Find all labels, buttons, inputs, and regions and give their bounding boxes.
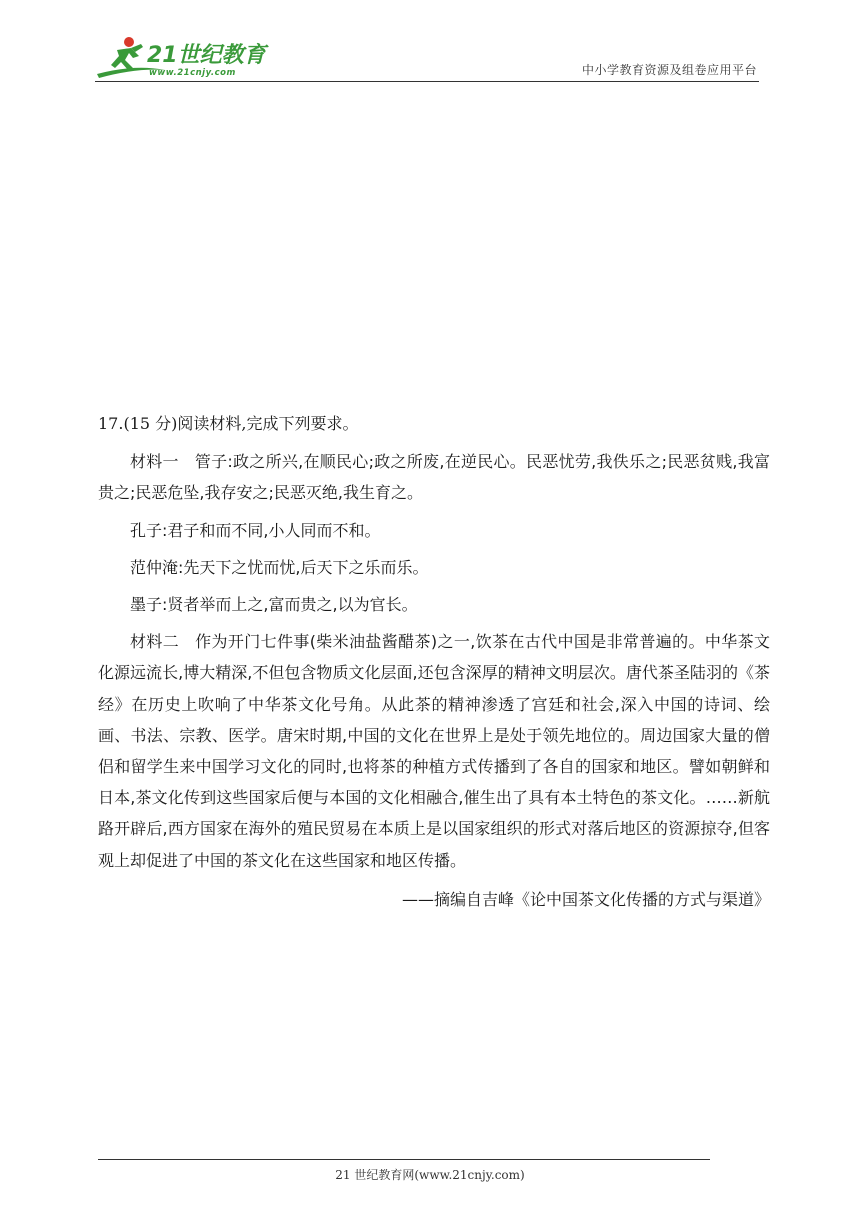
material-two-label: 材料二	[130, 632, 180, 652]
material-two	[98, 626, 770, 876]
fan-zhongyan-quote: 范仲淹:先天下之忧而忧,后天下之乐而乐。	[130, 557, 429, 577]
runner-logo-icon	[95, 34, 295, 80]
material-one-text: 管子:政之所兴,在顺民心;政之所废,在逆民心。民恶忧劳,我佚乐之;民恶贫贱,我富贵之;民恶危坠,我存安之;民恶灭绝,我生育之。	[98, 452, 770, 503]
mozi-quote: 墨子:贤者举而上之,富而贵之,以为官长。	[130, 595, 418, 615]
site-logo[interactable]	[95, 34, 295, 80]
footer-text[interactable]: 21 世纪教育网(www.21cnjy.com)	[335, 1168, 525, 1182]
question-title: 17.(15 分)阅读材料,完成下列要求。	[98, 414, 359, 433]
question-content	[98, 408, 770, 915]
logo-url: www.21cnjy.com	[149, 68, 236, 78]
material-one	[98, 446, 770, 508]
footer-divider	[98, 1159, 710, 1160]
material-source: ——摘编自吉峰《论中国茶文化传播的方式与渠道》	[401, 889, 770, 909]
header-slogan: 中小学教育资源及组卷应用平台	[581, 63, 757, 77]
confucius-quote: 孔子:君子和而不同,小人同而不和。	[130, 520, 381, 540]
logo-title: 21世纪教育	[147, 43, 266, 68]
header-divider	[95, 81, 759, 82]
material-one-label: 材料一	[130, 452, 179, 472]
material-two-text: 作为开门七件事(柴米油盐酱醋茶)之一,饮茶在古代中国是非常普遍的。中华茶文化源远流长,博大精深,不但包含物质文化层面,还包含深厚的精神文明层次。唐代茶圣陆羽的《茶经》在历史上吹响了中华茶文化号角。从此茶的精神渗透了宫廷和社会,深入中国的诗词、绘画、书法、宗教、医学。唐宋时期,中国的文化在世界上是处于领先地位的。周边国家大量的僧侣和留学生来中国学习文化的同时,也将茶的种植方式传播到了各自的国家和地区。譬如朝鲜和日本,茶文化传到这些国家后便与本国的文化相融合,催生出了具有本土特色的茶文化。……新航路开辟后,西方国家在海外的殖民贸易在本质上是以国家组织的形式对落后地区的资源掠夺,但客观上却促进了中国的茶文化在这些国家和地区传播。	[98, 632, 770, 870]
page-header	[95, 32, 759, 82]
